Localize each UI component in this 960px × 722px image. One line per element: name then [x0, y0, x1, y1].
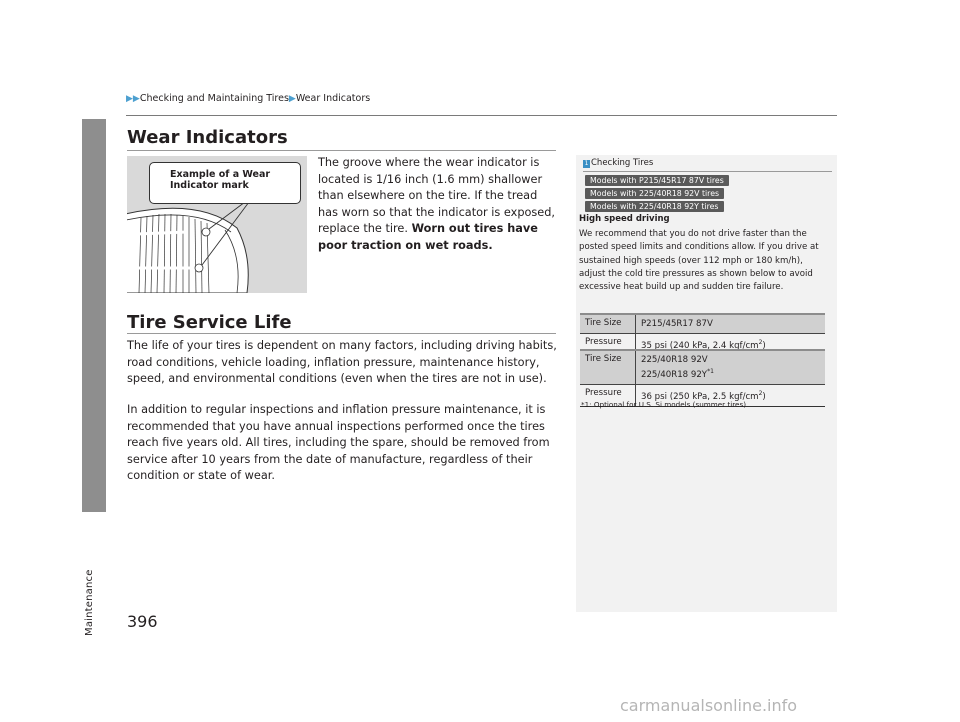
- model-tag: Models with P215/45R17 87V tires: [585, 175, 729, 186]
- pressure-value: 36 psi (250 kPa, 2.5 kgf/$cm^2$): [641, 390, 766, 402]
- pressure-label: Pressure: [580, 334, 636, 355]
- model-tag: Models with 225/40R18 92V tires: [585, 188, 724, 199]
- wear-paragraph: The groove where the wear indicator is located is 1/16 inch (1.6 mm) shallower than elsewhere on the tire. If the tread has worn so that the indicator is exposed, replace the tire.: [318, 156, 556, 235]
- service-life-paragraph-2: In addition to regular inspections and inflation pressure maintenance, it is recommended that you have annual inspections performed once the tires reach five years old. All tires, including the spare, should be removed from service after 10 years from the date of manufacture, regardless of their condition or state of wear.: [127, 403, 550, 482]
- breadcrumb-current: Wear Indicators: [295, 93, 371, 104]
- wear-indicator-description: [318, 155, 560, 254]
- page-number: 396: [127, 612, 158, 631]
- service-life-paragraph-1: The life of your tires is dependent on many factors, including driving habits, road conditions, vehicle loading, inflation pressure, maintenance history, speed, and environmental conditions (even when the tires are not in use).: [127, 339, 557, 385]
- footnote: *1: Optional for U.S. Si models (summer tires): [581, 400, 746, 409]
- high-speed-text: We recommend that you do not drive faster than the posted speed limits and conditions allow. If you drive at sustained high speeds (over 112 mph or 180 km/h), adjust the cold tire pressures as shown below to avoid excessive heat build up and sudden tire failure.: [579, 229, 819, 293]
- high-speed-heading: High speed driving: [579, 214, 670, 224]
- breadcrumb: [126, 93, 370, 104]
- heading-divider: [127, 150, 556, 151]
- breadcrumb-arrow-icon: ▶: [288, 94, 296, 104]
- tire-service-life-heading: Tire Service Life: [127, 312, 292, 333]
- tire-size-label: Tire Size: [580, 351, 636, 384]
- notes-header-text[interactable]: Checking Tires: [591, 158, 654, 168]
- table-row: [580, 315, 825, 333]
- tire-size-label: Tire Size: [580, 315, 636, 333]
- notes-header: [583, 158, 653, 168]
- breadcrumb-parent[interactable]: Checking and Maintaining Tires: [139, 93, 289, 104]
- model-tag: Models with 225/40R18 92Y tires: [585, 201, 724, 212]
- wear-indicator-figure: [127, 156, 307, 293]
- pressure-value: 35 psi (240 kPa, 2.4 kgf/$cm^2$): [641, 339, 766, 351]
- tire-size-value: 225/40R18 92V 225/40R18 $92Y^{*1}$: [641, 355, 714, 380]
- wear-indicators-heading: Wear Indicators: [127, 127, 288, 148]
- heading-divider: [127, 333, 556, 334]
- breadcrumb-arrow-icon: ▶▶: [126, 94, 140, 104]
- wear-warning: Worn out tires have poor traction on wet roads.: [318, 222, 538, 252]
- pressure-label: Pressure: [580, 385, 636, 406]
- figure-callout: [149, 162, 301, 204]
- tire-pressure-table-2: [580, 349, 825, 407]
- notes-divider: [583, 171, 832, 172]
- section-side-tab: [82, 119, 106, 512]
- tire-size-value: P215/45R17 87V: [641, 319, 713, 329]
- side-tab-label: Maintenance: [84, 569, 95, 636]
- table-row: [580, 351, 825, 384]
- header-divider: [126, 115, 837, 116]
- note-marker-icon: 1: [584, 160, 589, 167]
- watermark: carmanualsonline.info: [620, 696, 798, 715]
- callout-label: Example of a Wear Indicator mark: [170, 169, 271, 191]
